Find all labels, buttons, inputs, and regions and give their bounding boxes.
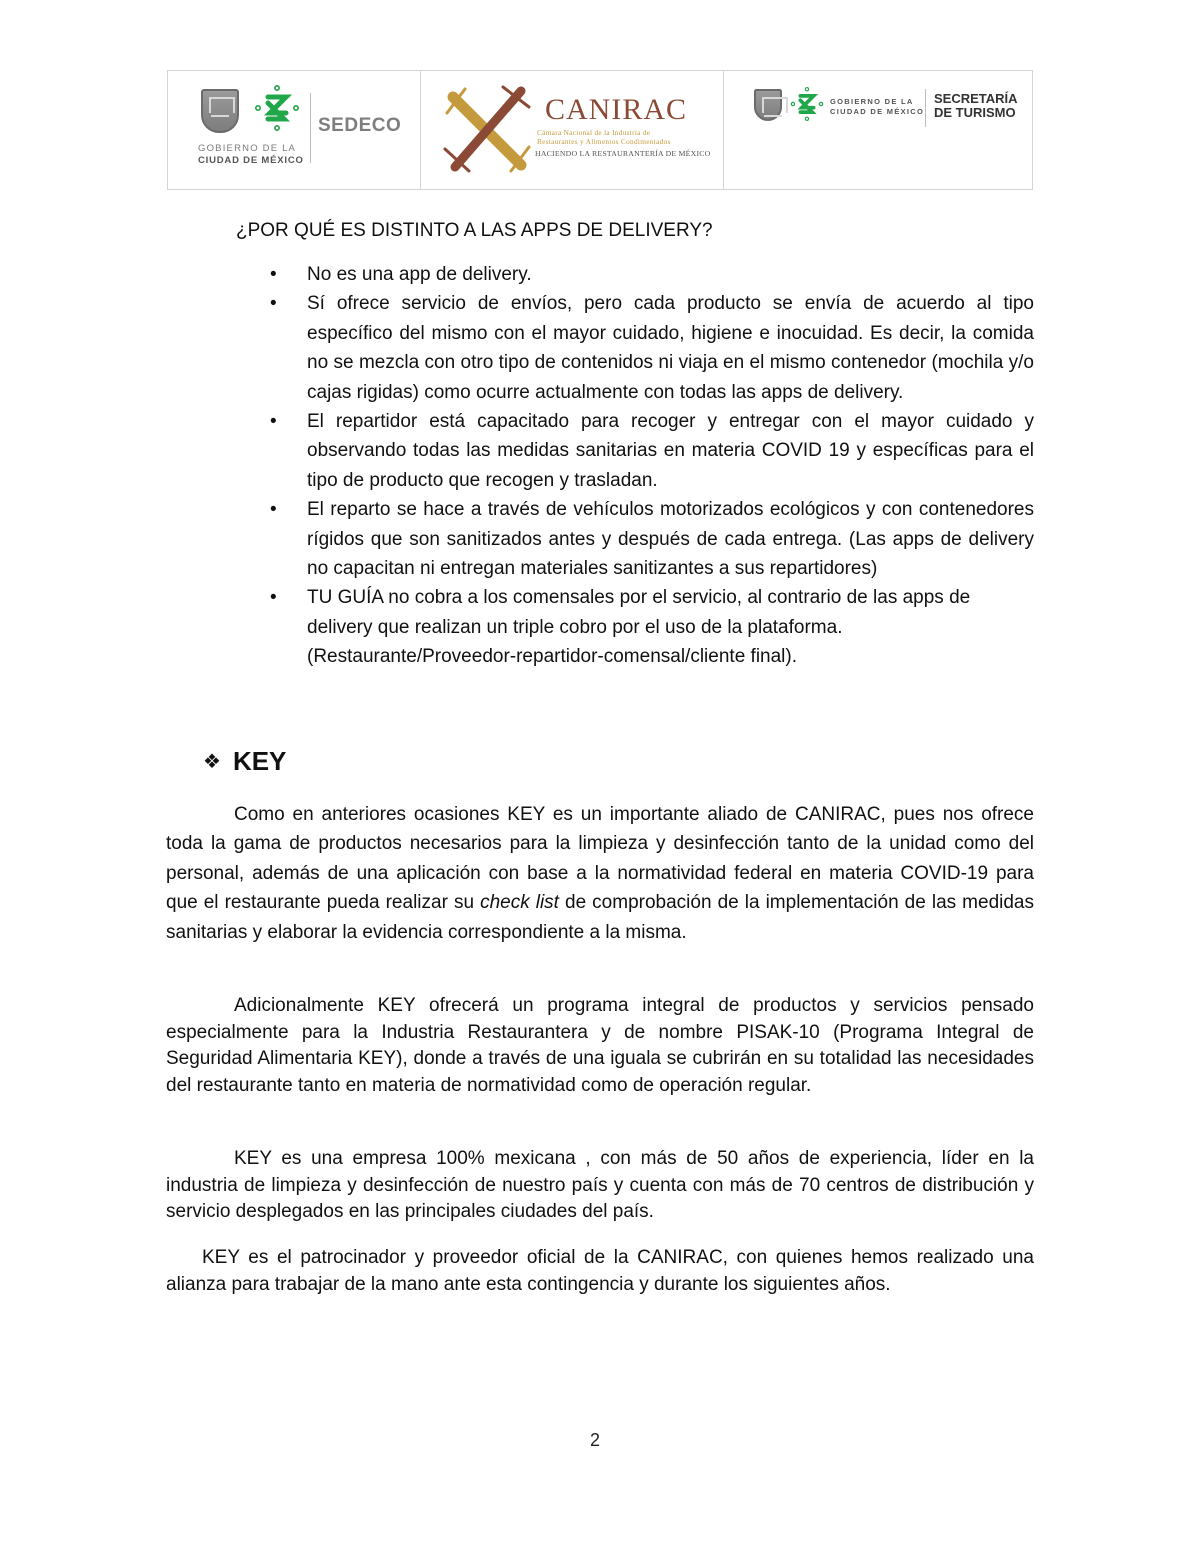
list-item	[270, 289, 1034, 407]
gov-line-1: GOBIERNO DE LA	[830, 97, 914, 106]
cdmx-gov-label	[830, 97, 924, 117]
bullet-icon: •	[270, 293, 277, 315]
para1-text-end: de comprobación de la implementación de las medidas sanitarias y elaborar la evidencia correspondiente a la misma.	[166, 892, 1035, 943]
list-item	[270, 583, 1034, 671]
para3-text: KEY es una empresa 100% mexicana , con más de 50 años de experiencia, líder en la industria de limpieza y desinfección de nuestro país y cuenta con más de 70 centros de distribución y servicio desplegados en las principales ciudades del país.	[166, 1148, 1034, 1223]
bullet-icon: •	[270, 411, 277, 433]
list-item-text: El repartidor está capacitado para recoger y entregar con el mayor cuidado y observando todas las medidas sanitarias en materia COVID 19 y específicas para el tipo de producto que recogen y trasladan.	[307, 411, 1034, 491]
gov-line-2: CIUDAD DE MÉXICO	[830, 107, 925, 116]
list-item	[270, 495, 1034, 583]
list-item-text: TU GUÍA no cobra a los comensales por el servicio, al contrario de las apps de delivery que realizan un triple cobro por el uso de la plataforma. (Restaurante/Proveedor-repartidor-comensal/cliente final).	[307, 587, 971, 668]
key-paragraph-2	[166, 993, 1034, 1099]
logo-cdmx-sedeco	[168, 71, 421, 189]
key-paragraph-3	[166, 1146, 1034, 1226]
list-item	[270, 407, 1034, 495]
bullet-icon: •	[270, 499, 277, 521]
cdmx-gov-label	[198, 143, 304, 167]
key-paragraph-1	[166, 800, 1034, 947]
para1-italic-term: check list	[480, 892, 559, 914]
crossed-forks-icon	[441, 83, 533, 175]
key-paragraph-4	[166, 1245, 1034, 1298]
list-item	[270, 260, 1034, 289]
list-item-text: No es una app de delivery.	[307, 264, 532, 285]
gov-line-1: GOBIERNO DE LA	[198, 143, 297, 154]
logo-cdmx-sectur	[724, 71, 1032, 189]
canirac-subtitle-2: Restaurantes y Alimentos Condimentados	[537, 137, 671, 146]
key-heading-text: KEY	[232, 746, 287, 776]
bullet-icon: •	[270, 587, 277, 609]
list-item-text: El reparto se hace a través de vehículos motorizados ecológicos y con contenedores rígidos que son sanitizados antes y después de cada entrega. (Las apps de delivery no capacitan ni entregan materiales sanitizantes a sus repartidores)	[307, 499, 1034, 580]
sectur-line-2: DE TURISMO	[934, 105, 1016, 120]
para4-text: KEY es el patrocinador y proveedor oficial de la CANIRAC, con quienes hemos realizado una alianza para trabajar de la mano ante esta contingencia y durante los siguientes años.	[166, 1247, 1034, 1295]
delivery-differences-list	[270, 260, 1034, 672]
section-heading-key	[203, 746, 286, 777]
four-diamond-bullet-icon: ❖	[203, 751, 221, 773]
gov-line-2: CIUDAD DE MÉXICO	[198, 155, 304, 166]
canirac-title: CANIRAC	[545, 93, 688, 126]
para2-text: Adicionalmente KEY ofrecerá un programa integral de productos y servicios pensado especialmente para la Industria Restaurantera y de nombre PISAK-10 (Programa Integral de Seguridad Alimentaria KEY), donde a través de una iguala se cubrirán en su totalidad las necesidades del restaurante tanto en materia de normatividad como de operación regular.	[166, 995, 1034, 1096]
sectur-label	[934, 92, 1018, 120]
page-number: 2	[590, 1430, 601, 1450]
sectur-line-1: SECRETARÍA	[934, 91, 1018, 106]
cdmx-emblem-icon	[790, 87, 824, 121]
sedeco-label: SEDECO	[318, 115, 402, 136]
cdmx-coat-of-arms-icon	[201, 89, 239, 133]
header-logo-band	[167, 70, 1033, 190]
divider	[925, 89, 926, 127]
cdmx-coat-of-arms-icon	[754, 89, 782, 121]
section-heading-delivery: ¿POR QUÉ ES DISTINTO A LAS APPS DE DELIVERY?	[236, 220, 713, 241]
canirac-tagline: HACIENDO LA RESTAURANTERÍA DE MÉXICO	[535, 149, 711, 158]
bullet-icon: •	[270, 264, 277, 285]
canirac-subtitle-1: Cámara Nacional de la Industria de	[537, 128, 651, 137]
list-item-text: Sí ofrece servicio de envíos, pero cada producto se envía de acuerdo al tipo específico del mismo con el mayor cuidado, higiene e inocuidad. Es decir, la comida no se mezcla con otro tipo de contenidos ni viaja en el mismo contenedor (mochila y/o cajas rigidas) como ocurre actualmente con todas las apps de delivery.	[307, 293, 1034, 403]
divider	[310, 93, 311, 163]
cdmx-emblem-icon	[254, 85, 300, 131]
logo-canirac	[421, 71, 724, 189]
para1-text: Como en anteriores ocasiones KEY es un importante aliado de CANIRAC, pues nos ofrece toda la gama de productos necesarios para la limpieza y desinfección tanto de la unidad como del personal, además de una aplicación con base a la normatividad federal en materia COVID-19 para que el restaurante pueda realizar su	[166, 804, 1034, 914]
